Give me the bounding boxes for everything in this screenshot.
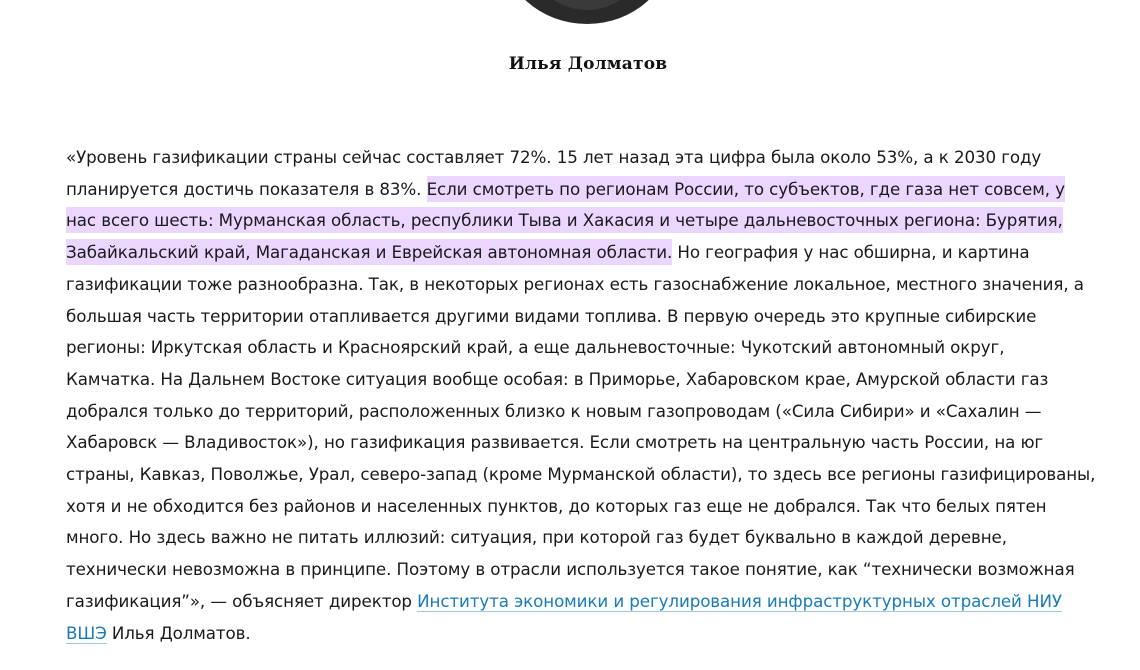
quote-text-part2: Но география у нас обширна, и картина газификации тоже разнообразна. Так, в некоторых регионах есть газоснабжение локальное, местного значения, а большая часть территории отапливается другими видами топлива. В первую очередь это крупные сибирские регионы: Иркутская область и Красноярский край, а еще дальневосточные: Чукотский автономный округ, Камчатка. На Дальнем Востоке ситуация вообще особая: в Приморье, Хабаровском крае, Амурской области газ добрался только до территорий, расположенных близко к новым газопроводам («Сила Сибири» и «Сахалин — Хабаровск — Владивосток»), но газификация развивается. Если смотреть на центральную часть России, на юг страны, Кавказ, Поволжье, Урал, северо-запад (кроме Мурманской области), то здесь все регионы газифицированы, хотя и не обходится без районов и населенных пунктов, до которых газ еще не добрался. Так что белых пятен много. Но здесь важно не питать иллюзий: ситуация, при которой газ будет буквально в каждой деревне, технически невозможна в принципе. Поэтому в отрасли используется такое понятие, как “технически возможная газификация”», — объясняет директор [66,242,1096,611]
quote-text-part1: «Уровень газификации страны сейчас составляет 72%. 15 лет назад эта цифра была около 53%, а к 2030 году планируется достичь показателя в 83%. [66,147,1042,199]
quote-text-part3: Илья Долматов. [106,622,251,643]
author-avatar [502,0,672,24]
institute-link[interactable]: Института экономики и регулирования инфраструктурных отраслей НИУ ВШЭ [66,590,1062,643]
quote-highlight[interactable]: Если смотреть по регионам России, то субъектов, где газа нет совсем, у нас всего шесть: Мурманская область, республики Тыва и Хакасия и четыре дальневосточных региона: Бурятия, Забайкальский край, Магаданская и Еврейская автономная области. [66,176,1065,265]
quote-paragraph [66,142,1096,649]
author-name: Илья Долматов [508,54,668,74]
